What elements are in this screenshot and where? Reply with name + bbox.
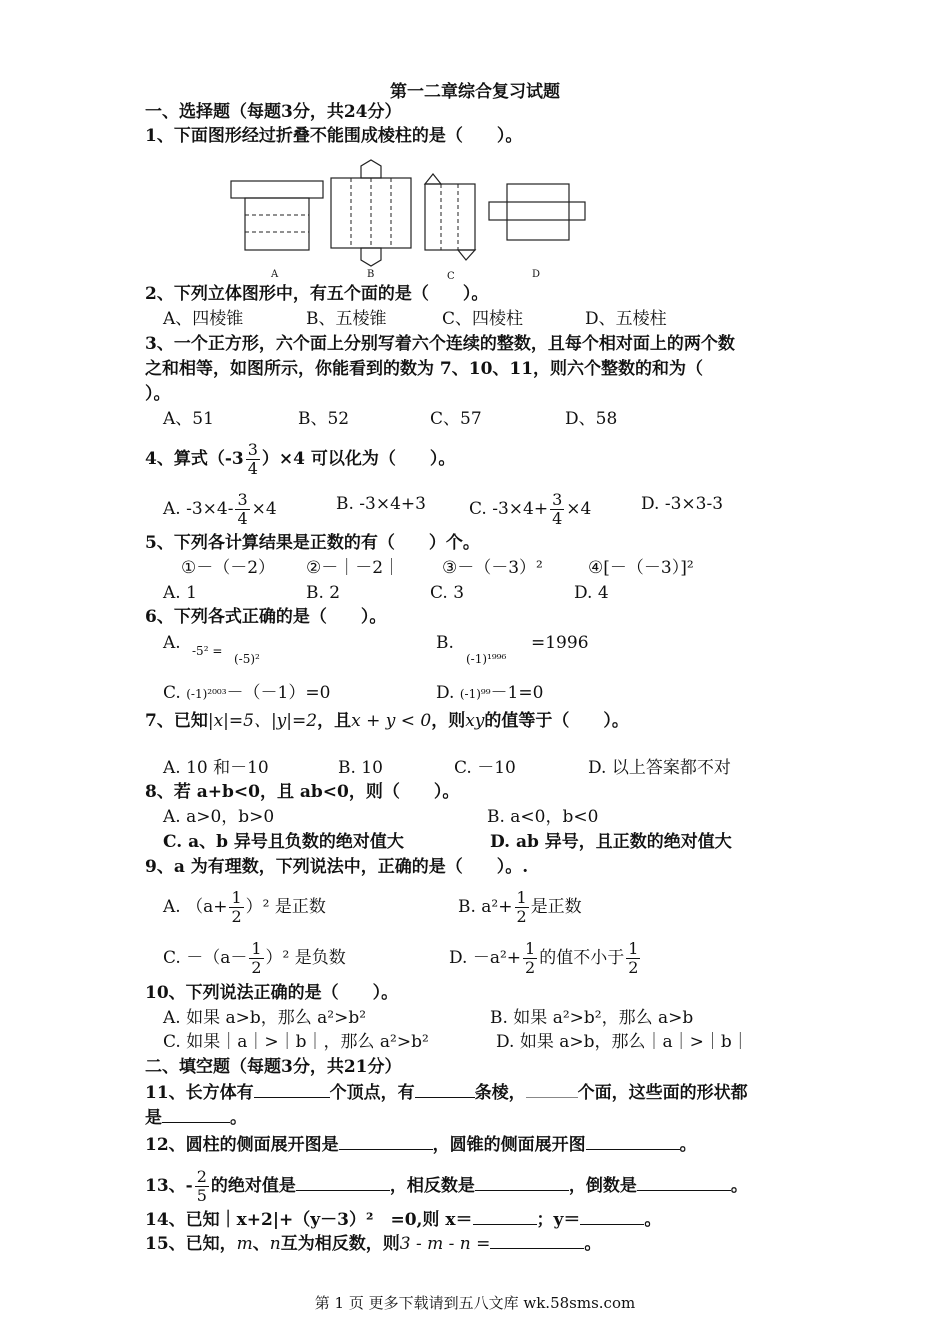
q3-option-d: D、58 bbox=[565, 409, 618, 429]
q14-blank-x[interactable] bbox=[473, 1208, 537, 1225]
question-7: 7、已知|x|=5、|y|=2，且x + y < 0，则xy的值等于（ ）。 bbox=[145, 711, 629, 731]
q6-option-b-label: B. bbox=[436, 633, 454, 653]
question-3-line-3: ）。 bbox=[145, 384, 171, 404]
q11-blank-vertices[interactable] bbox=[254, 1081, 330, 1098]
q9-option-c: C. －（a－ $\frac{1}{2}$ ）² 是负数 bbox=[163, 939, 346, 977]
q2-option-a: A、四棱锥 bbox=[163, 309, 244, 329]
q3-option-a: A、51 bbox=[163, 409, 214, 429]
q8-option-c: C. a、b 异号且负数的绝对值大 bbox=[163, 832, 404, 852]
question-11-line-1: 11、长方体有 个顶点，有 条棱， 个面，这些面的形状都 bbox=[145, 1083, 748, 1103]
q13-blank-abs[interactable] bbox=[296, 1174, 390, 1191]
question-10: 10、下列说法正确的是（ ）。 bbox=[145, 983, 399, 1003]
q8-option-a: A. a>0，b>0 bbox=[163, 807, 275, 827]
question-11-line-2: 是 。 bbox=[145, 1108, 247, 1128]
net-figure-a bbox=[231, 181, 323, 250]
q13-blank-reciprocal[interactable] bbox=[637, 1174, 731, 1191]
q5-option-d: D. 4 bbox=[574, 583, 609, 603]
q12-blank-cylinder[interactable] bbox=[339, 1133, 433, 1150]
q7-option-a: A. 10 和－10 bbox=[163, 758, 269, 778]
net-figures bbox=[225, 158, 595, 276]
question-9: 9、a 为有理数，下列说法中，正确的是（ ）。. bbox=[145, 857, 529, 877]
net-figure-d bbox=[489, 184, 585, 240]
q10-option-c: C. 如果｜a｜>｜b｜，那么 a²>b² bbox=[163, 1032, 429, 1052]
q4-option-c: C. -3×4+ $\frac{3}{4}$ ×4 bbox=[469, 490, 592, 528]
q11-blank-shape[interactable] bbox=[162, 1106, 230, 1123]
question-3-line-1: 3、一个正方形，六个面上分别写着六个连续的整数，且每个相对面上的两个数 bbox=[145, 334, 735, 354]
q6-option-c: C. (-1)²⁰⁰³－（－1）=0 bbox=[163, 683, 331, 703]
page-title: 第一二章综合复习试题 bbox=[390, 82, 560, 102]
q13-blank-opposite[interactable] bbox=[475, 1174, 569, 1191]
q5-item-3: ③－（－3）² bbox=[442, 558, 543, 578]
page-footer: 第 1 页 更多下载请到五八文库 wk.58sms.com bbox=[314, 1294, 636, 1312]
net-label-b: B bbox=[367, 269, 375, 280]
q10-option-b: B. 如果 a²>b²，那么 a>b bbox=[490, 1008, 694, 1028]
q12-blank-cone[interactable] bbox=[586, 1133, 680, 1150]
q6-option-a-expr1: -5² = bbox=[192, 644, 223, 658]
question-1: 1、下面图形经过折叠不能围成棱柱的是（ ）。 bbox=[145, 126, 523, 146]
q6-option-b-expr: (-1)¹⁹⁹⁶ bbox=[466, 652, 507, 666]
question-4: 4、算式（-3 $\frac{3}{4}$ ）×4 可以化为（ ）。 bbox=[145, 440, 456, 478]
net-label-c: C bbox=[447, 271, 455, 282]
q11-blank-edges[interactable] bbox=[415, 1081, 475, 1098]
net-figure-b bbox=[331, 160, 411, 266]
q2-option-d: D、五棱柱 bbox=[585, 309, 667, 329]
q7-option-c: C. －10 bbox=[454, 758, 516, 778]
q15-blank-answer[interactable] bbox=[490, 1232, 584, 1249]
q6-option-d: D. (-1)⁹⁹－1=0 bbox=[436, 683, 544, 703]
q9-option-b: B. a²+ $\frac{1}{2}$ 是正数 bbox=[458, 888, 582, 926]
q6-option-a-label: A. bbox=[163, 633, 181, 653]
q2-option-b: B、五棱锥 bbox=[306, 309, 387, 329]
q3-option-b: B、52 bbox=[298, 409, 350, 429]
q3-option-c: C、57 bbox=[430, 409, 482, 429]
q5-item-1: ①－（－2） bbox=[181, 558, 276, 578]
q5-option-b: B. 2 bbox=[306, 583, 341, 603]
q10-option-a: A. 如果 a>b，那么 a²>b² bbox=[163, 1008, 367, 1028]
net-figure-c bbox=[425, 174, 475, 260]
question-6: 6、下列各式正确的是（ ）。 bbox=[145, 607, 387, 627]
q6-option-a-expr2: (-5)² bbox=[234, 652, 260, 666]
net-label-a: A bbox=[271, 269, 279, 280]
q4-option-b: B. -3×4+3 bbox=[336, 494, 426, 514]
q7-option-b: B. 10 bbox=[338, 758, 383, 778]
net-label-d: D bbox=[532, 269, 541, 280]
q2-option-c: C、四棱柱 bbox=[442, 309, 524, 329]
q8-option-b: B. a<0，b<0 bbox=[487, 807, 599, 827]
q8-option-d: D. ab 异号，且正数的绝对值大 bbox=[490, 832, 732, 852]
question-13: 13、- $\frac{2}{5}$ 的绝对值是 ，相反数是 ，倒数是 。 bbox=[145, 1167, 748, 1205]
question-12: 12、圆柱的侧面展开图是 ，圆锥的侧面展开图 。 bbox=[145, 1135, 697, 1155]
question-5: 5、下列各计算结果是正数的有（ ）个。 bbox=[145, 533, 480, 553]
question-3-line-2: 之和相等，如图所示，你能看到的数为 7、10、11，则六个整数的和为（ bbox=[145, 359, 704, 379]
question-2: 2、下列立体图形中，有五个面的是（ ）。 bbox=[145, 284, 489, 304]
q9-option-a: A. （a+ $\frac{1}{2}$ ）² 是正数 bbox=[163, 888, 326, 926]
q14-blank-y[interactable] bbox=[580, 1208, 644, 1225]
q5-item-4: ④[－（－3）]² bbox=[588, 558, 694, 578]
q7-option-d: D. 以上答案都不对 bbox=[588, 758, 731, 778]
question-15: 15、已知，m、n互为相反数，则3 - m - n = 。 bbox=[145, 1234, 602, 1254]
q6-option-b-value: =1996 bbox=[531, 633, 589, 653]
q5-item-2: ②－｜－2｜ bbox=[306, 558, 401, 578]
section-fill-heading: 二、填空题（每题3分，共21分） bbox=[145, 1057, 402, 1077]
q10-option-d: D. 如果 a>b，那么｜a｜>｜b｜ bbox=[496, 1032, 749, 1052]
question-14: 14、已知｜x+2|+（y－3）² =0,则 x＝ ；y＝ 。 bbox=[145, 1210, 662, 1230]
q11-blank-faces[interactable] bbox=[526, 1081, 578, 1098]
section-choice-heading: 一、选择题（每题3分，共24分） bbox=[145, 102, 402, 122]
fraction-3-4: $\frac{3}{4}$ bbox=[247, 440, 258, 478]
q9-option-d: D. －a²+ $\frac{1}{2}$ 的值不小于 $\frac{1}{2}$ bbox=[449, 939, 639, 977]
question-8: 8、若 a+b<0，且 ab<0，则（ ）。 bbox=[145, 782, 460, 802]
q5-option-a: A. 1 bbox=[163, 583, 197, 603]
q5-option-c: C. 3 bbox=[430, 583, 465, 603]
q4-option-a: A. -3×4- $\frac{3}{4}$ ×4 bbox=[163, 490, 277, 528]
q4-option-d: D. -3×3-3 bbox=[641, 494, 724, 514]
